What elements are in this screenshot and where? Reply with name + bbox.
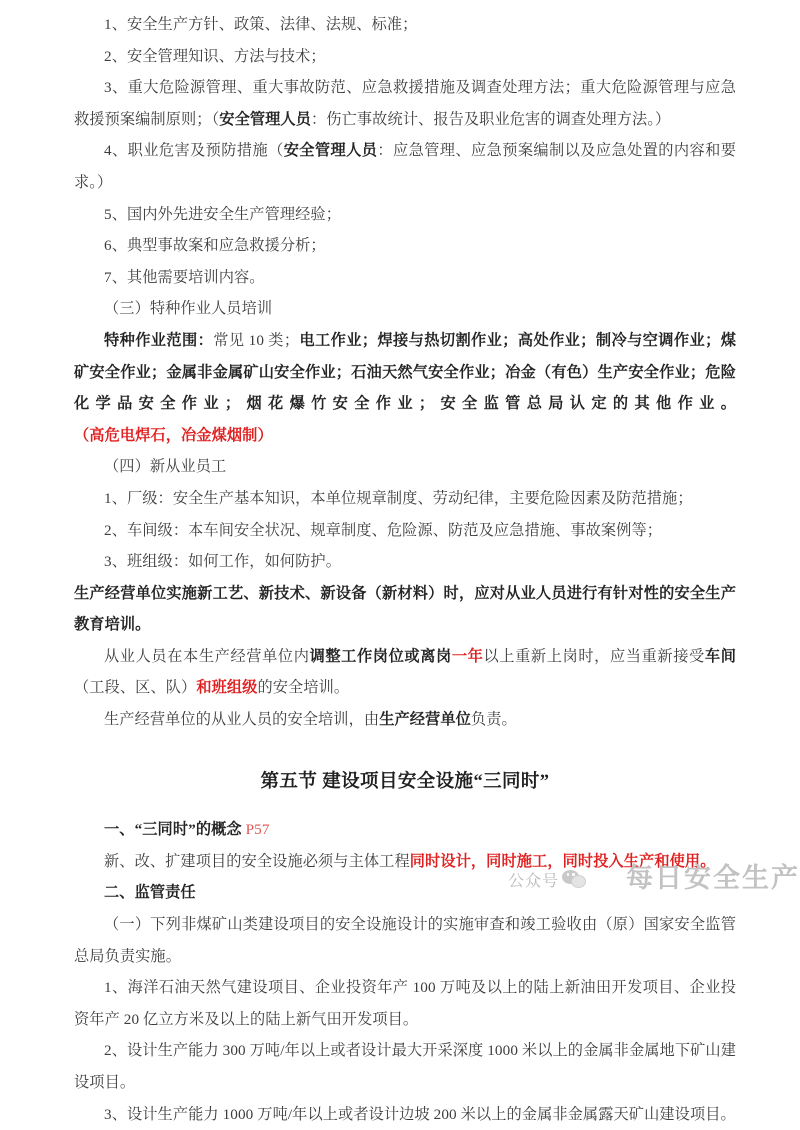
list-item-5-text: 国内外先进安全生产管理经验； — [126, 205, 342, 223]
concept-heading-text: 一、“三同时”的概念 — [104, 821, 246, 839]
list-item-4 — [74, 135, 736, 198]
concept-page-reference: P57 — [245, 821, 270, 839]
training-level-3-text: 班组级：如何工作，如何防护。 — [126, 553, 342, 571]
special-scope-list: 电工作业；焊接与热切割作业；高处作业；制冷与空调作业；煤矿安全作业；金属非金属矿山安全作业；石油天然气安全作业；冶金（有色）生产安全作业；危险化学品安全作业；烟花爆竹安全作业；安全监管总局认定的其他作业。 — [74, 331, 736, 413]
list-item-2 — [74, 41, 736, 73]
new-technology-training-text: 生产经营单位实施新工艺、新技术、新设备（新材料）时，应对从业人员进行有针对性的安全生产教育培训。 — [74, 584, 736, 634]
supervision-list-item-2-number: 2、 — [104, 1042, 127, 1060]
supervision-list-item-1-number: 1、 — [104, 979, 128, 997]
job-transfer-mid: 以上重新上岗时，应当重新接受 — [483, 647, 705, 665]
training-level-1 — [74, 483, 736, 515]
list-item-4-tail: ：应急管理、应急预案编制以及应急处置的内容和要求。） — [74, 142, 737, 191]
list-item-6-text: 典型事故案和应急救援分析； — [126, 237, 326, 255]
special-scope-mnemonic: （高危电焊石，冶金煤烟制） — [74, 426, 273, 444]
supervision-heading-text: 二、监管责任 — [104, 884, 196, 902]
training-level-2 — [74, 515, 736, 547]
supervision-list-item-3-number: 3、 — [104, 1105, 127, 1123]
watermark-brand-name: 每日安全生产 — [626, 863, 800, 893]
watermark-prefix-label: 公众号 — [508, 873, 560, 890]
document-body — [74, 0, 736, 1130]
job-transfer-bold-1: 调整工作岗位或离岗 — [309, 647, 452, 665]
new-technology-training — [74, 578, 736, 641]
subsection-four-heading: （四）新从业员工 — [104, 458, 227, 476]
list-item-7-number: 7、 — [104, 268, 127, 286]
list-item-3-bold: 安全管理人员 — [219, 110, 312, 128]
training-responsibility-tail: 负责。 — [470, 711, 517, 729]
training-responsibility — [74, 704, 736, 736]
list-item-4-bold: 安全管理人员 — [283, 142, 378, 160]
job-transfer-tail: 的安全培训。 — [257, 679, 350, 697]
supervision-list-item-1-text: 海洋石油天然气建设项目、企业投资年产 100 万吨及以上的陆上新油田开发项目、企业投资年产 20 亿立方米及以上的陆上新气田开发项目。 — [74, 979, 736, 1028]
list-item-5-number: 5、 — [104, 205, 127, 223]
training-level-3 — [74, 546, 736, 578]
list-item-1-number: 1、 — [104, 16, 127, 33]
list-item-7 — [74, 262, 736, 294]
training-level-1-number: 1、 — [104, 489, 127, 507]
job-transfer-team-level: 和班组级 — [196, 679, 258, 697]
list-item-1-text: 安全生产方针、政策、法律、法规、标准； — [126, 16, 418, 33]
job-transfer-training — [74, 641, 736, 704]
section-5-heading: 第五节 建设项目安全设施“三同时” — [260, 771, 550, 792]
list-item-3-lead: 重大危险源管理、重大事故防范、应急救援措施及调查处理方法；重大危险源管理与应急救援预案编制原则；（ — [74, 79, 736, 128]
training-responsibility-bold: 生产经营单位 — [379, 711, 471, 729]
list-item-3-number: 3、 — [104, 79, 128, 97]
list-item-4-number: 4、 — [104, 142, 128, 160]
special-scope-label: 特种作业范围： — [104, 331, 214, 349]
job-transfer-lead: 从业人员在本生产经营单位内 — [104, 647, 310, 665]
list-item-5 — [74, 199, 736, 231]
supervision-list-item-3-text: 设计生产能力 1000 万吨/年以上或者设计边坡 200 米以上的金属非金属露天矿山建设项目。 — [126, 1105, 736, 1123]
list-item-2-number: 2、 — [104, 47, 127, 65]
special-operation-scope — [74, 325, 736, 451]
concept-body-lead: 新、改、扩建项目的安全设施必须与主体工程 — [104, 852, 410, 870]
special-scope-count: 常见 10 类； — [213, 331, 300, 349]
supervision-list-item-2 — [74, 1035, 736, 1098]
training-level-3-number: 3、 — [104, 553, 127, 571]
job-transfer-mid-2: （工段、区、队） — [74, 679, 197, 697]
job-transfer-bold-2: 车间 — [704, 647, 736, 665]
concept-heading — [74, 814, 736, 846]
subsection-three-heading: （三）特种作业人员培训 — [104, 300, 273, 318]
list-item-1 — [74, 9, 736, 41]
supervision-list-item-2-text: 设计生产能力 300 万吨/年以上或者设计最大开采深度 1000 米以上的金属非金属地下矿山建设项目。 — [74, 1042, 737, 1091]
job-transfer-duration: 一年 — [451, 647, 484, 665]
list-item-4-lead: 职业危害及预防措施（ — [127, 142, 284, 160]
training-responsibility-lead: 生产经营单位的从业人员的安全培训，由 — [104, 711, 380, 729]
training-level-1-text: 厂级：安全生产基本知识，本单位规章制度、劳动纪律，主要危险因素及防范措施； — [126, 489, 693, 507]
supervision-list-item-1 — [74, 972, 736, 1035]
list-item-2-text: 安全管理知识、方法与技术； — [126, 47, 326, 65]
list-item-3-tail: ：伤亡事故统计、报告及职业危害的调查处理方法。） — [311, 110, 671, 128]
supervision-heading — [74, 877, 736, 909]
supervision-list-item-3 — [74, 1099, 736, 1130]
supervision-item-one: （一）下列非煤矿山类建设项目的安全设施设计的实施审查和竣工验收由（原）国家安全监管总局负责实施。 — [74, 916, 736, 965]
concept-body — [74, 846, 736, 878]
concept-body-three-simultaneous: 同时设计，同时施工，同时投入生产和使用。 — [409, 852, 716, 870]
training-level-2-number: 2、 — [104, 521, 127, 539]
list-item-6-number: 6、 — [104, 237, 127, 255]
list-item-7-text: 其他需要培训内容。 — [126, 268, 265, 286]
training-level-2-text: 车间级：本车间安全状况、规章制度、危险源、防范及应急措施、事故案例等； — [126, 521, 663, 539]
list-item-3 — [74, 72, 736, 135]
list-item-6 — [74, 230, 736, 262]
